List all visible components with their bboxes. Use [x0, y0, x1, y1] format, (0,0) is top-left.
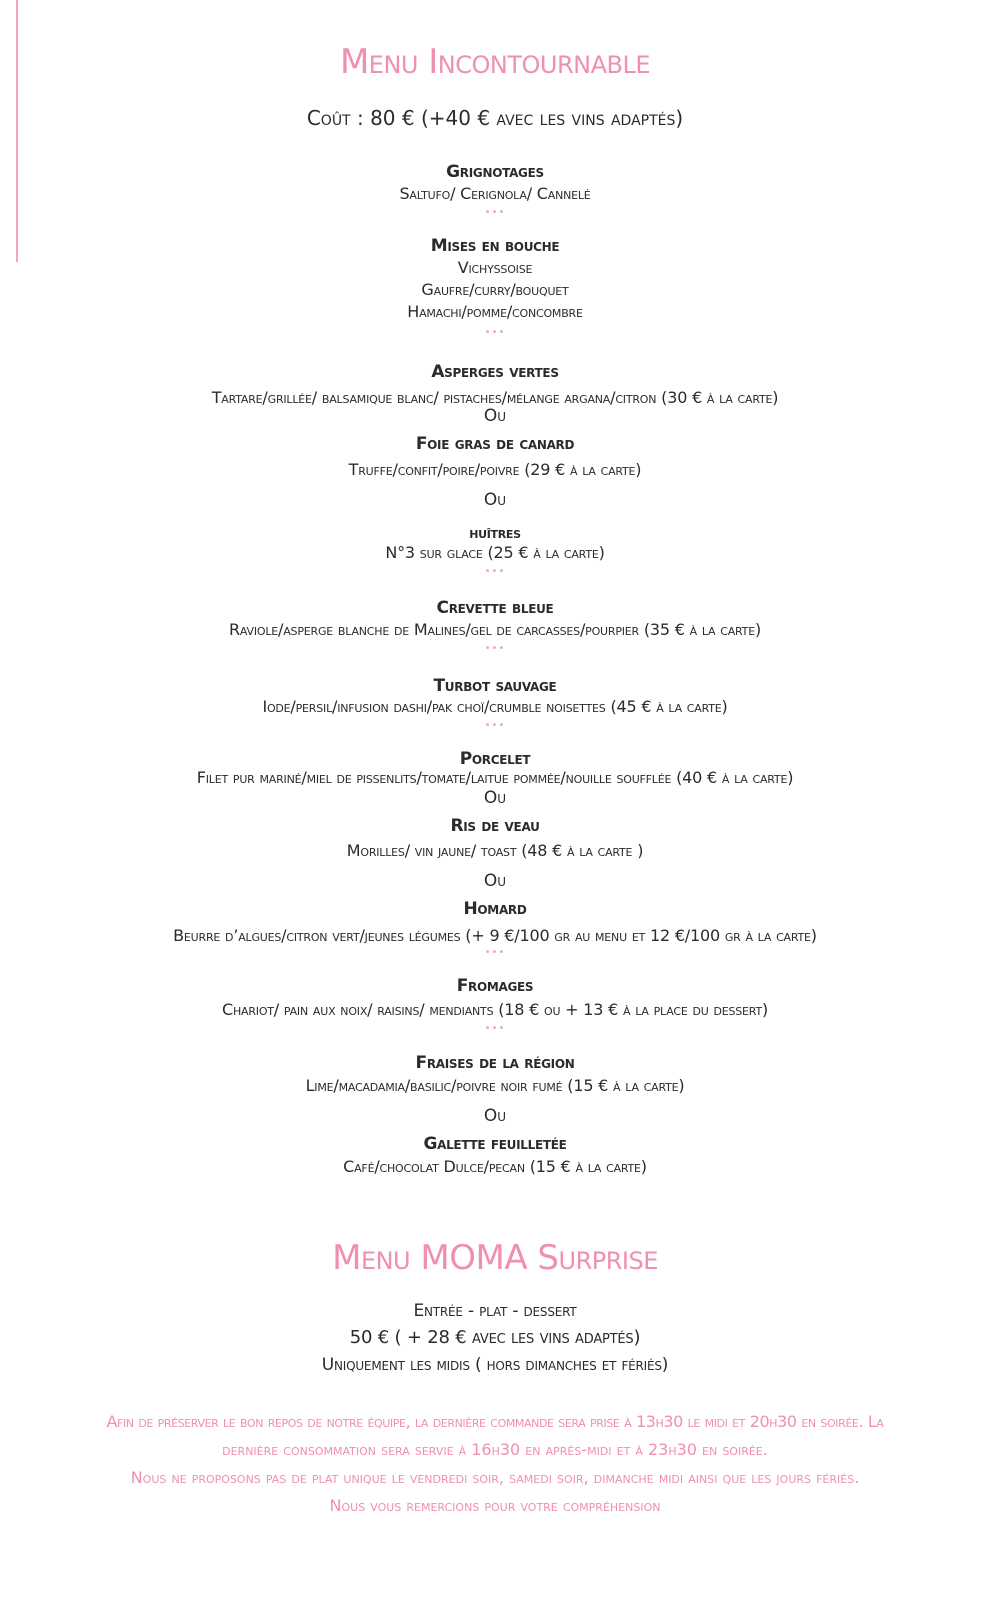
course-name: Ris de veau [450, 816, 540, 836]
menu-line: Uniquement les midis ( hors dimanches et fériés) [321, 1355, 669, 1375]
course-name: Asperges vertes [431, 362, 559, 382]
notice-text: Nous ne proposons pas de plat unique le vendredi soir, samedi soir, dimanche midi ainsi que les jours fériés. [130, 1468, 860, 1487]
menu-cost: Coût : 80 € (+40 € avec les vins adaptés) [306, 106, 684, 130]
left-accent-bar [16, 0, 18, 262]
course-name: Galette feuilletée [423, 1134, 567, 1154]
course-name: Mises en bouche [430, 236, 560, 256]
or-label: Ou [483, 490, 507, 510]
course-description: Gaufre/curry/bouquet [421, 280, 569, 299]
menu-price: 50 € ( + 28 € avec les vins adaptés) [349, 1327, 641, 1348]
course-description: Iode/persil/infusion dashi/pak choï/crumble noisettes (45 € à la carte) [262, 697, 728, 716]
separator-dots: ••• [484, 207, 506, 218]
course-description: Vichyssoise [457, 258, 533, 277]
course-description: Café/chocolat Dulce/pecan (15 € à la carte) [343, 1157, 647, 1176]
course-name: Foie gras de canard [415, 434, 575, 454]
or-label: Ou [483, 871, 507, 891]
course-description: N°3 sur glace (25 € à la carte) [385, 543, 605, 562]
or-label: Ou [483, 1106, 507, 1126]
notice-text: dernière consommation sera servie à 16h30 en après-midi et à 23h30 en soirée. [222, 1440, 768, 1459]
separator-dots: ••• [484, 327, 506, 338]
course-name: Crevette bleue [436, 598, 554, 618]
course-description: Beurre d’algues/citron vert/jeunes légumes (+ 9 €/100 gr au menu et 12 €/100 gr à la carte) [173, 926, 817, 945]
course-description: Saltufo/ Cerignola/ Cannelé [399, 184, 591, 203]
course-description: Tartare/grillée/ balsamique blanc/ pistaches/mélange argana/citron (30 € à la carte) [211, 388, 779, 407]
course-name: Homard [463, 899, 527, 919]
or-label: Ou [483, 406, 507, 426]
menu-line: Entrée - plat - dessert [413, 1301, 577, 1321]
course-description: Truffe/confit/poire/poivre (29 € à la carte) [348, 460, 642, 479]
course-name: Porcelet [459, 749, 531, 769]
separator-dots: ••• [484, 1023, 506, 1034]
course-description: Raviole/asperge blanche de Malines/gel de carcasses/pourpier (35 € à la carte) [228, 620, 761, 639]
separator-dots: ••• [484, 720, 506, 731]
notice-text: Afin de préserver le bon repos de notre équipe, la dernière commande sera prise à 13h30 le midi et 20h30 en soirée. La [106, 1412, 884, 1431]
course-name: Fromages [456, 976, 534, 996]
notice-text: Nous vous remercions pour votre compréhension [329, 1496, 661, 1515]
course-name: Turbot sauvage [433, 676, 557, 696]
course-description: Chariot/ pain aux noix/ raisins/ mendiants (18 € ou + 13 € à la place du dessert) [221, 1000, 769, 1019]
separator-dots: ••• [484, 947, 506, 958]
course-description: Hamachi/pomme/concombre [407, 302, 583, 321]
or-label: Ou [483, 788, 507, 808]
separator-dots: ••• [484, 566, 506, 577]
separator-dots: ••• [484, 643, 506, 654]
course-description: Morilles/ vin jaune/ toast (48 € à la carte ) [346, 841, 644, 860]
course-name: huîtres [469, 524, 521, 542]
menu-title: Menu Incontournable [339, 42, 651, 82]
course-description: Lime/macadamia/basilic/poivre noir fumé (15 € à la carte) [305, 1076, 685, 1095]
course-name: Fraises de la région [415, 1053, 575, 1073]
course-description: Filet pur mariné/miel de pissenlits/tomate/laitue pommée/nouille soufflée (40 € à la carte) [196, 768, 794, 787]
menu-title: Menu MOMA Surprise [332, 1238, 658, 1278]
course-name: Grignotages [446, 162, 544, 182]
